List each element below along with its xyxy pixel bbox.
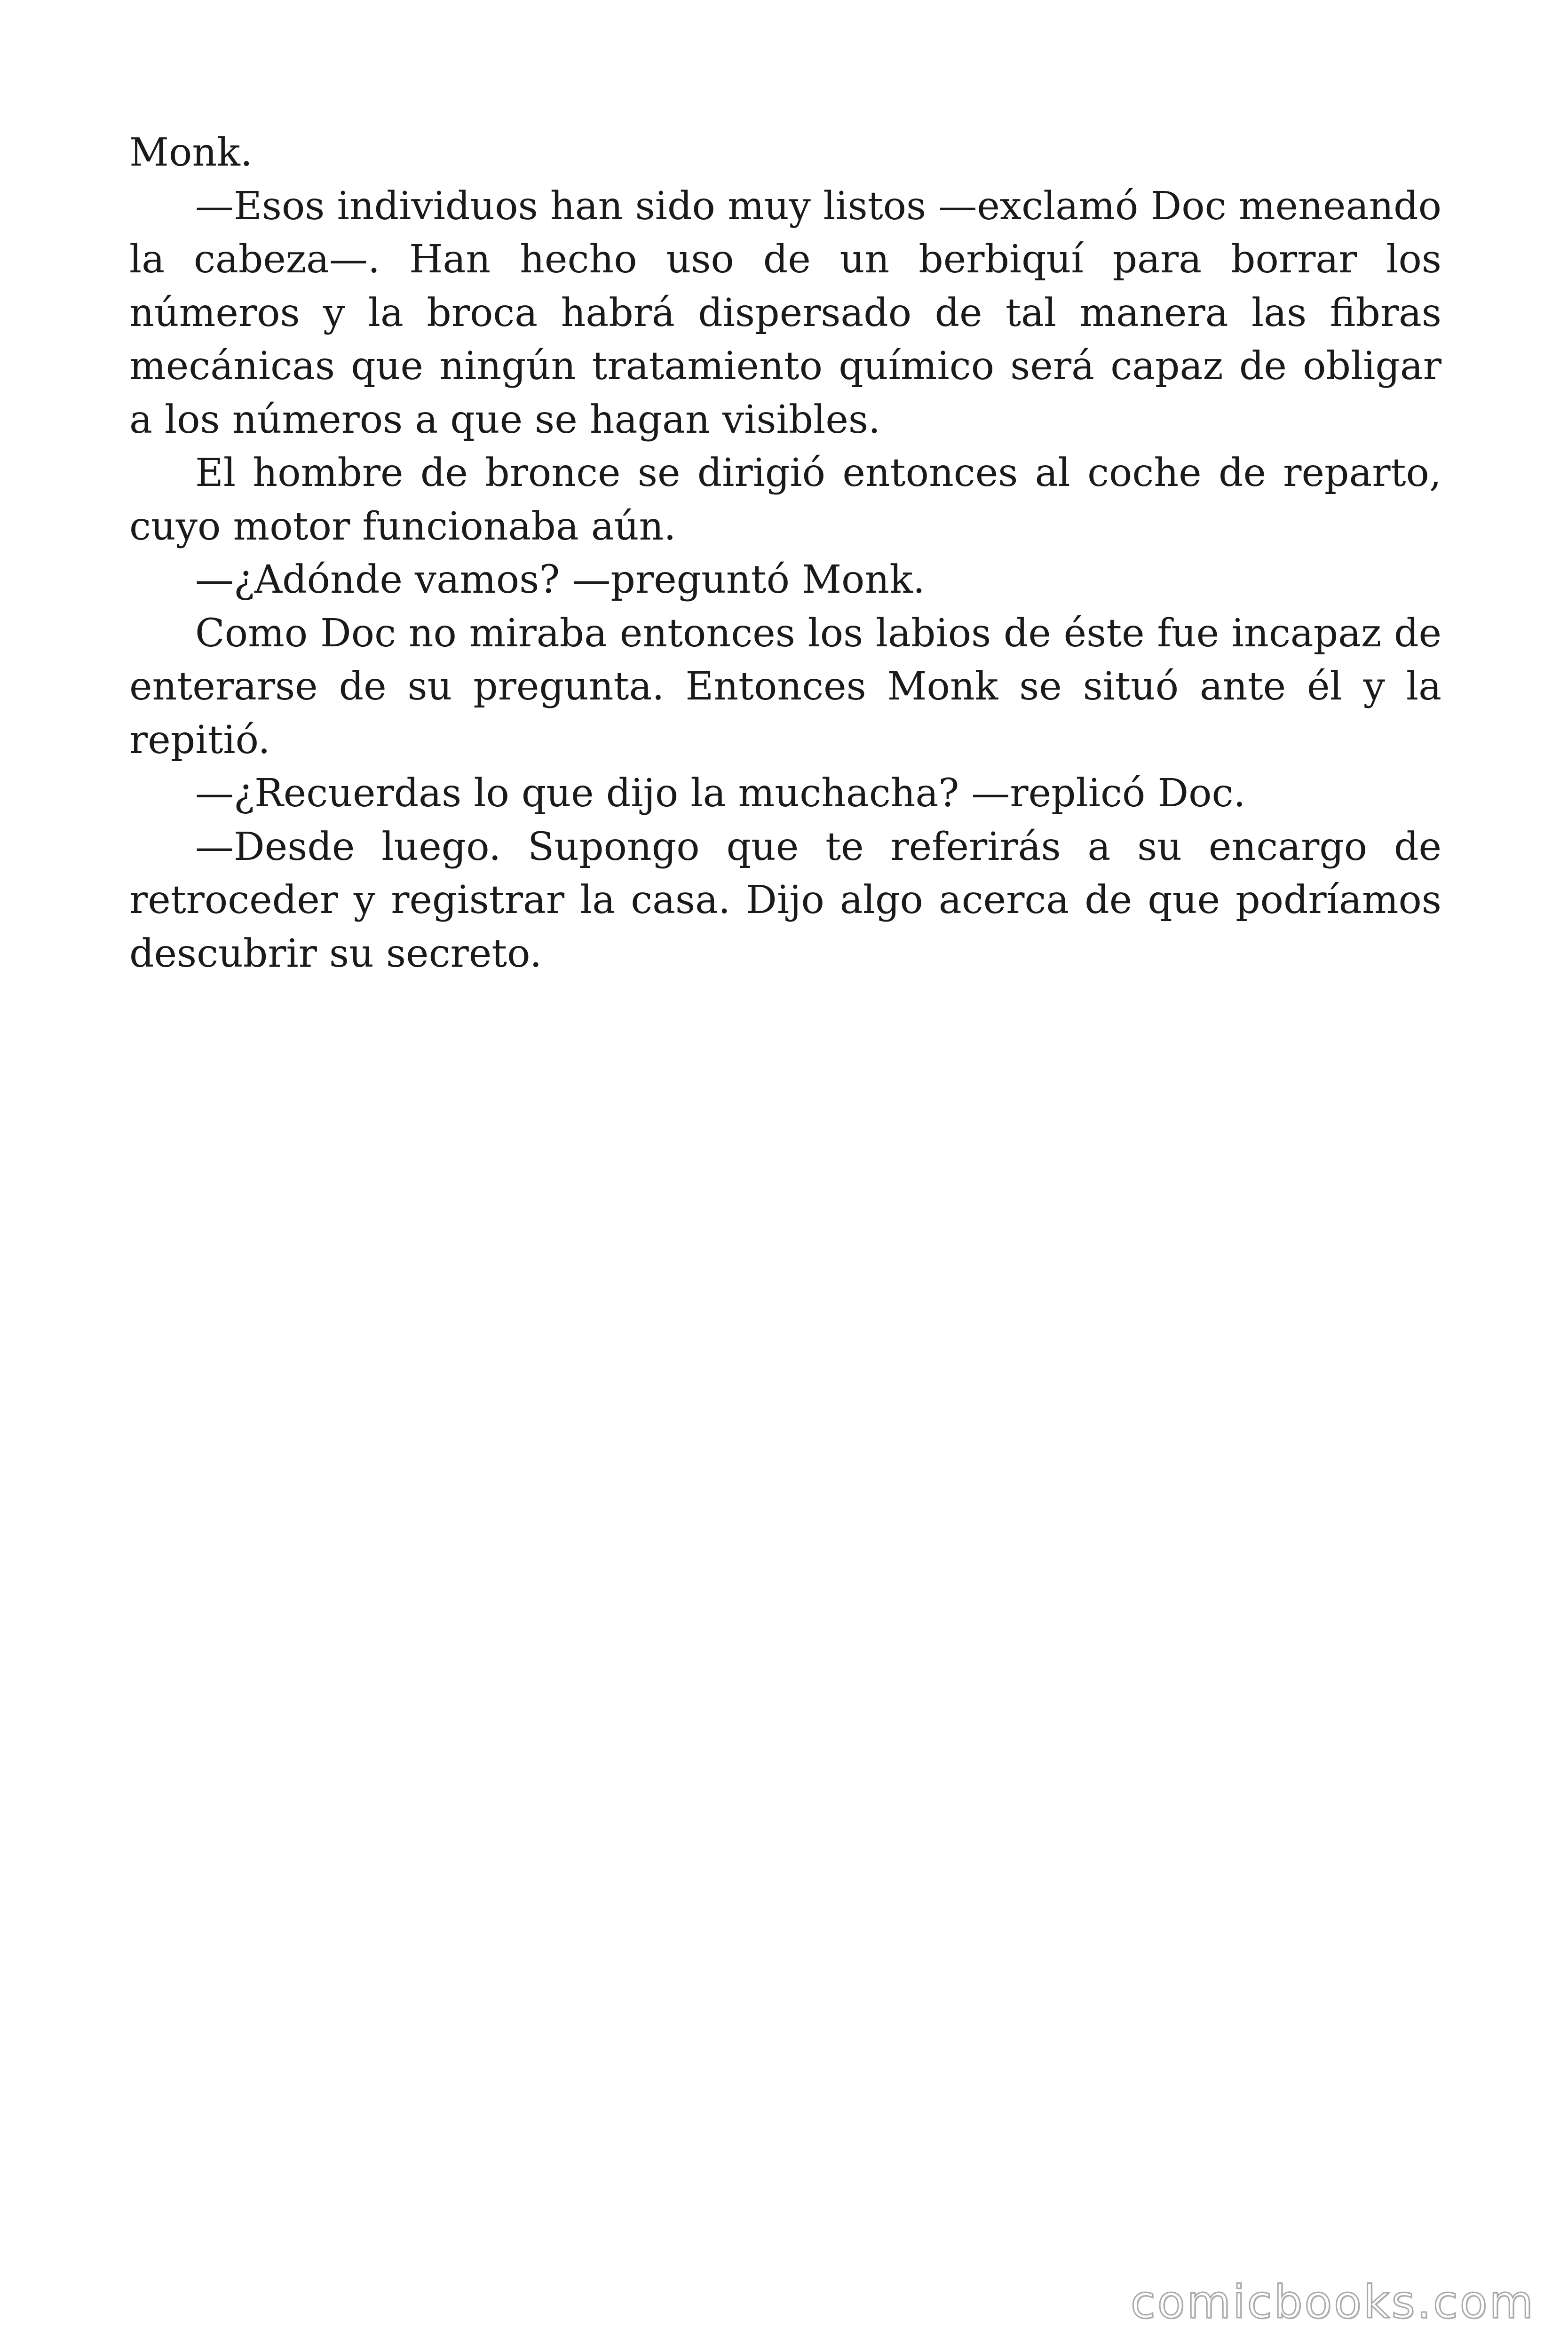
paragraph-7: —Desde luego. Supongo que te referirás a su encargo de retroceder y registrar la casa. Dijo algo acerca de que podríamos descubrir su secreto. (129, 824, 1441, 976)
paragraph-2: —Esos individuos han sido muy listos —exclamó Doc meneando la cabeza—. Han hecho uso de un berbiquí para borrar los números y la broca habrá dispersado de tal manera las fibras mecánicas que ningún tratamiento químico será capaz de obligar a los números a que se hagan visibles. (129, 183, 1441, 442)
body-text (129, 126, 1441, 980)
paragraph-4: —¿Adónde vamos? —preguntó Monk. (195, 557, 925, 602)
paragraph-3: El hombre de bronce se dirigió entonces al coche de reparto, cuyo motor funcionaba aún. (129, 451, 1441, 549)
watermark: comicbooks.com (1130, 2276, 1535, 2328)
paragraph-1: Monk. (129, 130, 253, 175)
paragraph-5: Como Doc no miraba entonces los labios de éste fue incapaz de enterarse de su pregunta. Entonces Monk se situó ante él y la repitió. (129, 611, 1441, 763)
paragraph-6: —¿Recuerdas lo que dijo la muchacha? —replicó Doc. (195, 771, 1246, 816)
